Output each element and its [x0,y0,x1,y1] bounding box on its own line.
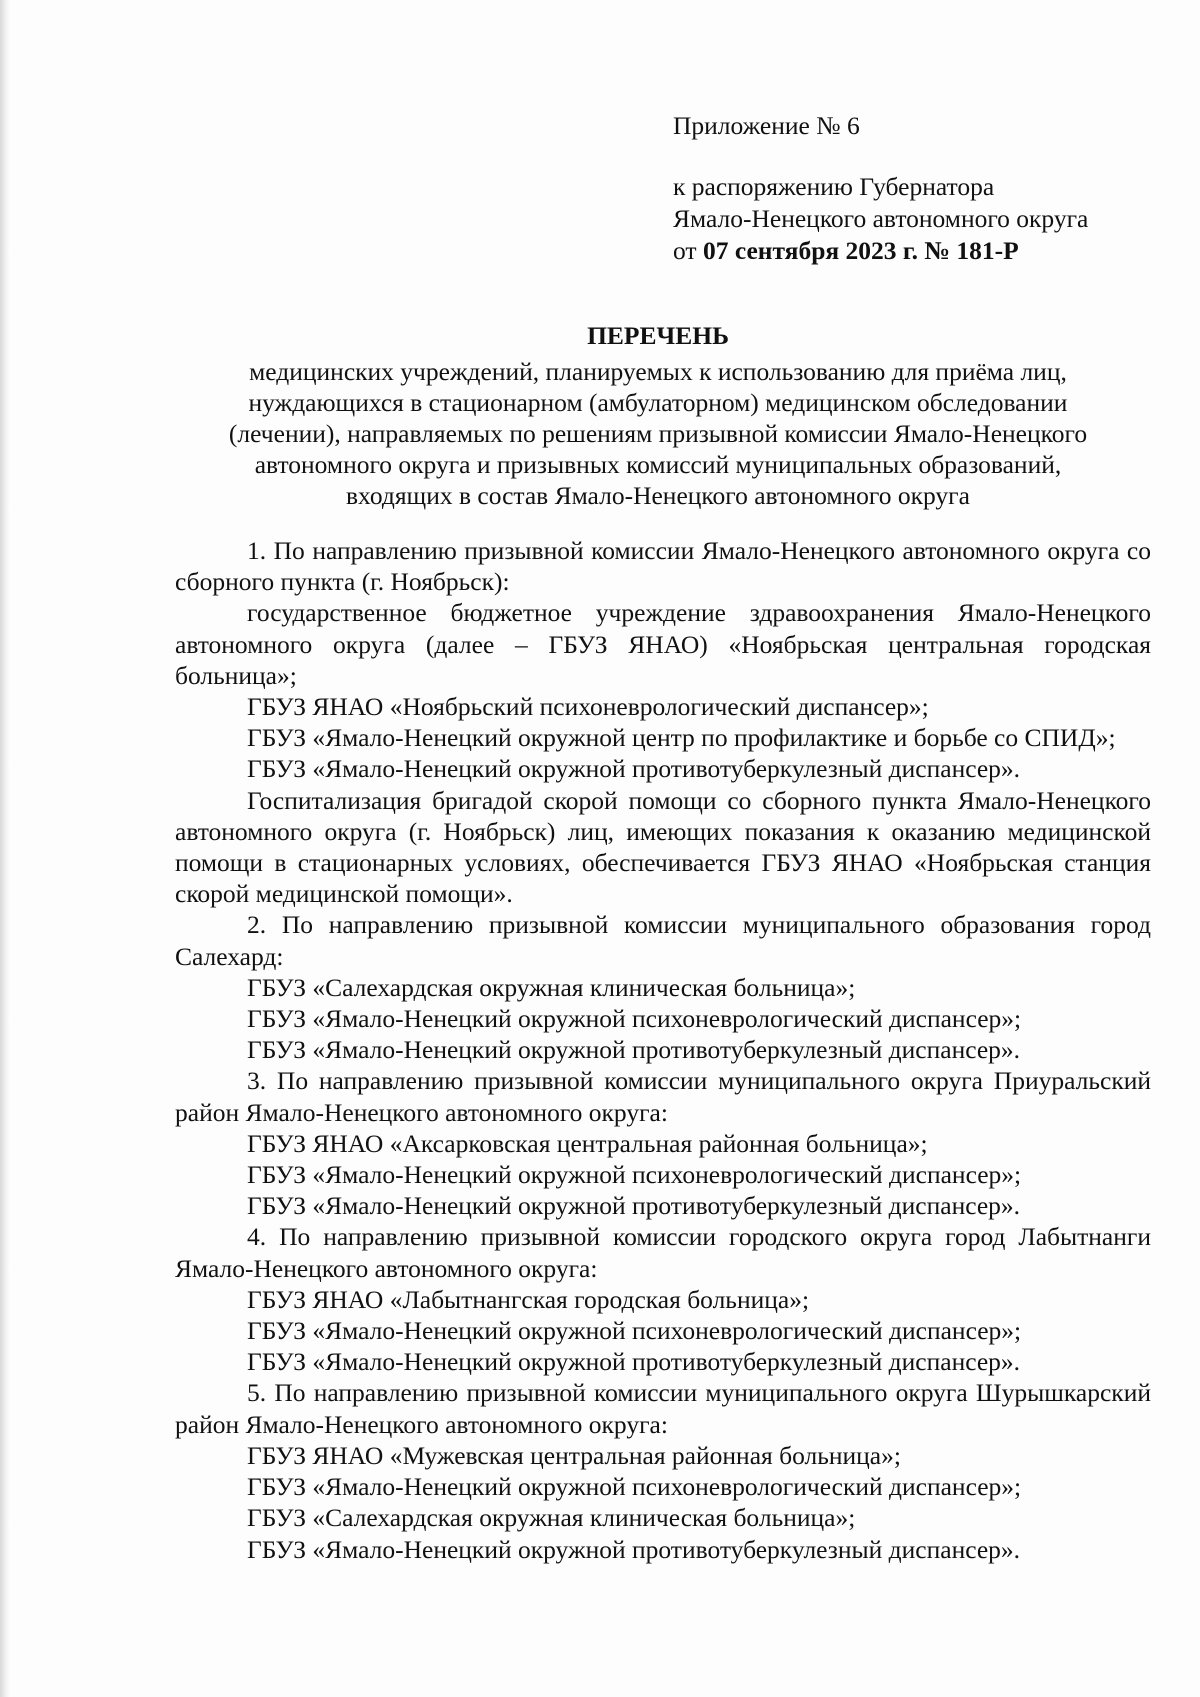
list-item: ГБУЗ «Ямало-Ненецкий окружной противотуберкулезный диспансер». [247,1347,1021,1377]
list-item: ГБУЗ «Ямало-Ненецкий окружной психоневрологический диспансер»; [247,1316,1022,1346]
list-item: ГБУЗ «Ямало-Ненецкий окружной противотуберкулезный диспансер». [247,1035,1021,1065]
section-5-heading: 5. По направлению призывной комиссии муниципального округа Шурышкарский район Ямало-Ненецкого автономного округа: [175,1378,1151,1439]
scan-edge-shadow [0,0,10,1697]
decree-reference-line1: к распоряжению Губернатора [673,172,995,201]
appendix-header [673,110,1173,267]
list-item: ГБУЗ «Ямало-Ненецкий окружной психоневрологический диспансер»; [247,1472,1022,1502]
subtitle-line: автономного округа и призывных комиссий муниципальных образований, [254,450,1062,479]
document-subtitle [170,356,1146,511]
appendix-number: Приложение № 6 [673,111,860,140]
section-3-heading: 3. По направлению призывной комиссии муниципального округа Приуральский район Ямало-Ненецкого автономного округа: [175,1066,1151,1127]
section-4-heading: 4. По направлению призывной комиссии городского округа город Лабытнанги Ямало-Ненецкого автономного округа: [175,1222,1151,1283]
list-item: ГБУЗ ЯНАО «Лабытнангская городская больница»; [247,1284,810,1314]
subtitle-line: (лечении), направляемых по решениям призывной комиссии Ямало-Ненецкого [228,419,1088,448]
list-item: ГБУЗ «Ямало-Ненецкий окружной противотуберкулезный диспансер». [247,1191,1021,1221]
subtitle-line: нуждающихся в стационарном (амбулаторном) медицинском обследовании [248,388,1068,417]
document-body [175,535,1151,1565]
decree-reference-line2: Ямало-Ненецкого автономного округа [673,204,1089,233]
list-item: ГБУЗ ЯНАО «Ноябрьский психоневрологический диспансер»; [247,692,929,722]
list-item: ГБУЗ ЯНАО «Мужевская центральная районная больница»; [247,1440,901,1470]
section-1-heading: 1. По направлению призывной комиссии Ямало-Ненецкого автономного округа со сборного пункта (г. Ноябрьск): [175,536,1151,597]
list-item: ГБУЗ «Ямало-Ненецкий окружной психоневрологический диспансер»; [247,1160,1022,1190]
list-item: ГБУЗ «Салехардская окружная клиническая больница»; [247,1503,856,1533]
subtitle-line: входящих в состав Ямало-Ненецкого автономного округа [346,481,970,510]
decree-date-number: 07 сентября 2023 г. № 181-Р [702,236,1019,265]
list-item: государственное бюджетное учреждение здравоохранения Ямало-Ненецкого автономного округа (далее – ГБУЗ ЯНАО) «Ноябрьская центральная городская больница»; [175,598,1151,690]
decree-date-line [673,235,1173,267]
subtitle-line: медицинских учреждений, планируемых к использованию для приёма лиц, [249,357,1067,386]
list-item: ГБУЗ «Салехардская окружная клиническая больница»; [247,972,856,1002]
document-title: ПЕРЕЧЕНЬ [587,321,729,350]
list-item: ГБУЗ «Ямало-Ненецкий окружной противотуберкулезный диспансер». [247,1534,1021,1564]
section-2-heading: 2. По направлению призывной комиссии муниципального образования город Салехард: [175,910,1151,971]
list-item: ГБУЗ «Ямало-Ненецкий окружной психоневрологический диспансер»; [247,1004,1022,1034]
decree-date-prefix: от [673,236,697,265]
list-item: ГБУЗ ЯНАО «Аксарковская центральная районная больница»; [247,1128,928,1158]
hospitalization-note: Госпитализация бригадой скорой помощи со сборного пункта Ямало-Ненецкого автономного округа (г. Ноябрьск) лиц, имеющих показания к оказанию медицинской помощи в стационарных условиях, обеспечивается ГБУЗ ЯНАО «Ноябрьская станция скорой медицинской помощи». [175,785,1151,909]
list-item: ГБУЗ «Ямало-Ненецкий окружной противотуберкулезный диспансер». [247,754,1021,784]
list-item: ГБУЗ «Ямало-Ненецкий окружной центр по профилактике и борьбе со СПИД»; [247,723,1116,753]
